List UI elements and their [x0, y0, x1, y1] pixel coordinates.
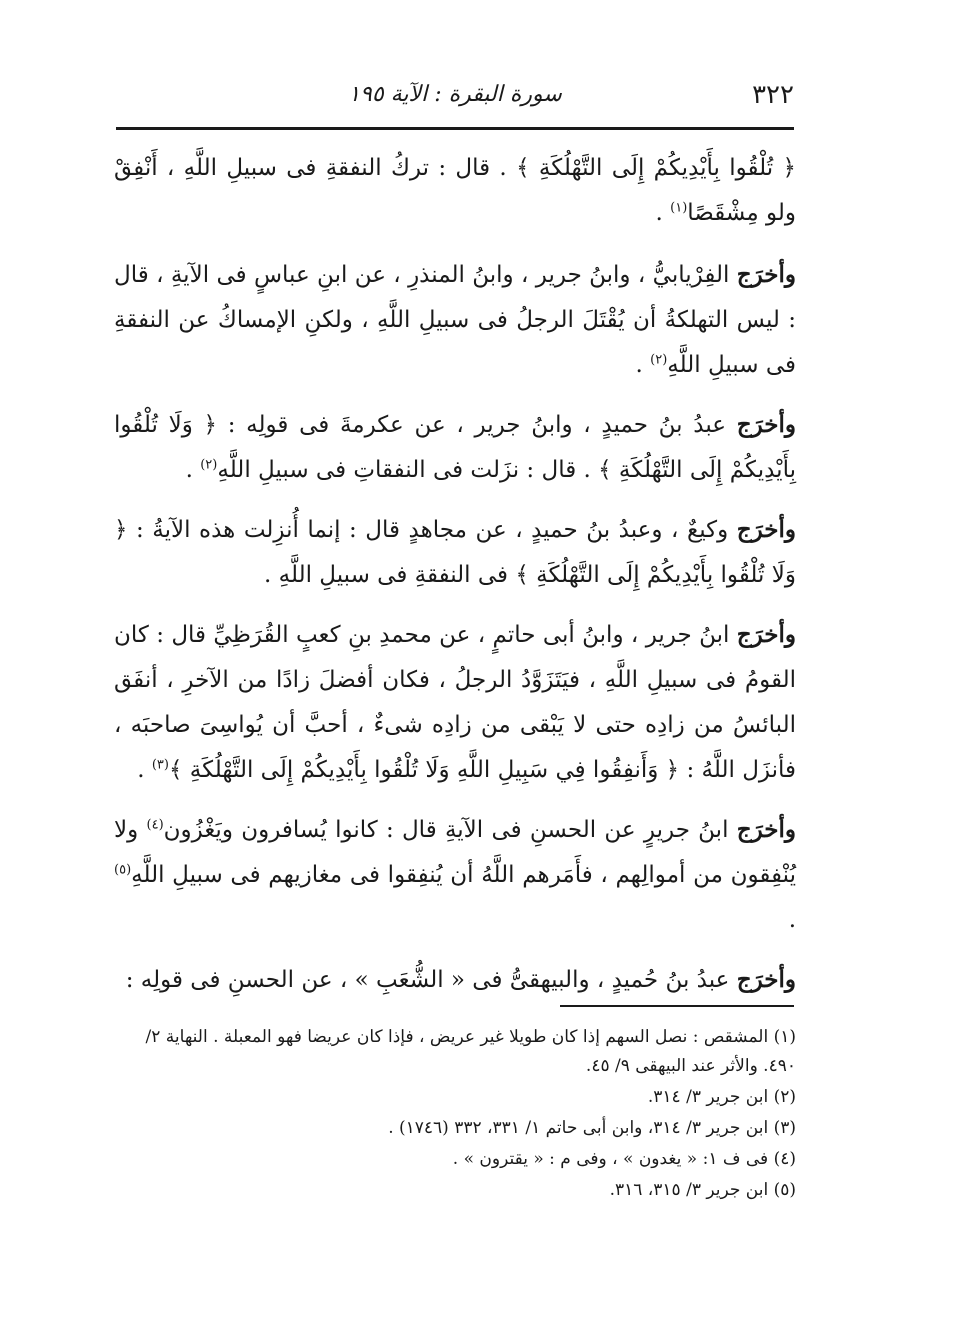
footnote: (٥) ابن جرير ٣/ ٣١٥، ٣١٦. [609, 1180, 796, 1200]
paragraph-text: وكيعٌ ، وعبدُ بنُ حميدٍ ، عن مجاهدٍ قال : إنما أُنزِلت هذه الآيةُ : ﴿ وَلَا تُلْقُوا بِأَيْدِيكُمْ إِلَى التَّهْلُكَةِ ﴾ فى النفقةِ فى سبيلِ اللَّهِ . [114, 517, 796, 588]
paragraph-text: ابنُ جرير ، وابنُ أبى حاتمٍ ، عن محمدِ بنِ كعبٍ القُرَظِيِّ قال : كان القومُ فى سبيلِ اللَّهِ ، فيَتَزَوَّدُ الرجلُ ، فكان أفضلَ زادًا من الآخرِ ، أنفَق البائسُ من زادِه حتى لا يَبْقى من زادِه شىءٌ ، أحبَّ أن يُواسِىَ صاحبَه ، فأنزَل اللَّهُ : ﴿ وَأَنفِقُوا فِي سَبِيلِ اللَّهِ وَلَا تُلْقُوا بِأَيْدِيكُمْ إِلَى التَّهْلُكَةِ ﴾ [114, 622, 796, 783]
paragraph [114, 252, 796, 388]
paragraph [114, 402, 796, 493]
page-header [116, 78, 794, 118]
paragraph-lead: وأخرَج [736, 816, 797, 843]
footnotes [116, 1023, 796, 1207]
page-number: ٣٢٢ [752, 80, 794, 110]
footnote-ref: (٢) [200, 457, 218, 473]
running-title: سورة البقرة : الآية ١٩٥ [348, 82, 562, 107]
paragraph [114, 957, 796, 1003]
paragraph-tail: . [788, 907, 796, 933]
paragraph-tail: ولا يُنْفِقون من أموالِهم ، فأَمَرهم اللَّهُ أن يُنفِقوا فى مغازيهم فى سبيلِ اللَّهِ [114, 817, 796, 888]
footnote: (٣) ابن جرير ٣/ ٣١٤، وابن أبى حاتم ١/ ٣٣١، ٣٣٢ (١٧٤٦) . [388, 1118, 796, 1138]
footnote: (٢) ابن جرير ٣/ ٣١٤. [647, 1087, 796, 1107]
paragraph-tail: . [635, 352, 651, 378]
footnote-ref: (٢) [650, 352, 668, 368]
paragraph-lead: وأخرَج [736, 261, 796, 288]
paragraph [114, 807, 796, 943]
paragraph [114, 507, 796, 598]
footnote-ref: (١) [670, 200, 688, 216]
paragraph-lead: وأخرَج [736, 966, 796, 993]
paragraph-text: عبدُ بنُ حميدٍ ، وابنُ جرير ، عن عكرمةَ فى قولِه : ﴿ وَلَا تُلْقُوا بِأَيْدِيكُمْ إِلَى التَّهْلُكَةِ ﴾ . قال : نزَلت فى النفقاتِ فى سبيلِ اللَّهِ [114, 412, 796, 483]
footnote-ref: (٤) [146, 817, 164, 833]
paragraph-tail: . [185, 457, 201, 483]
footnote-ref: (٥) [114, 862, 132, 878]
paragraph-lead: وأخرَج [736, 411, 796, 438]
footnote-rule [560, 1005, 794, 1007]
footnote-ref: (٣) [151, 757, 169, 773]
footnote: (٤) فى ف ١: « يغدون » ، وفى م : « يقترون » . [452, 1149, 796, 1169]
paragraph-tail: . [137, 757, 152, 783]
paragraph-tail: . [655, 200, 671, 226]
footnote: (١) المشقص : نصل السهم إذا كان طويلا غير عريض ، فإذا كان عريضا فهو المعبلة . النهاية ٢/ ٤٩٠. والأثر عند البيهقى ٩/ ٤٥. [145, 1027, 796, 1076]
paragraph [114, 146, 796, 236]
paragraph-text: ﴿ تُلْقُوا بِأَيْدِيكُمْ إِلَى التَّهْلُكَةِ ﴾ . قال : تركُ النفقةِ فى سبيلِ اللَّهِ ، أَنْفِقْ ولو مِشْقَصًا [114, 155, 796, 226]
main-text [114, 146, 796, 1017]
paragraph-lead: وأخرَج [736, 621, 796, 648]
paragraph-text: الفِرْيابيُّ ، وابنُ جرير ، وابنُ المنذرِ ، عن ابنِ عباسٍ فى الآيةِ ، قال : ليس التهلكةُ أن يُقْتَلَ الرجلُ فى سبيلِ اللَّهِ ، ولكنِ الإمساكُ عن النفقةِ فى سبيلِ اللَّهِ [114, 262, 796, 378]
paragraph-lead: وأخرَج [736, 516, 796, 543]
paragraph-text: ابنُ جريرٍ عن الحسنِ فى الآيةِ قال : كانوا يُسافرون ويَغْزُون [163, 817, 737, 843]
header-rule [116, 127, 794, 130]
paragraph-text: عبدُ بنُ حُميدٍ ، والبيهقىُّ فى « الشُّعَبِ » ، عن الحسنِ فى قولِه : [125, 967, 737, 993]
paragraph [114, 612, 796, 793]
